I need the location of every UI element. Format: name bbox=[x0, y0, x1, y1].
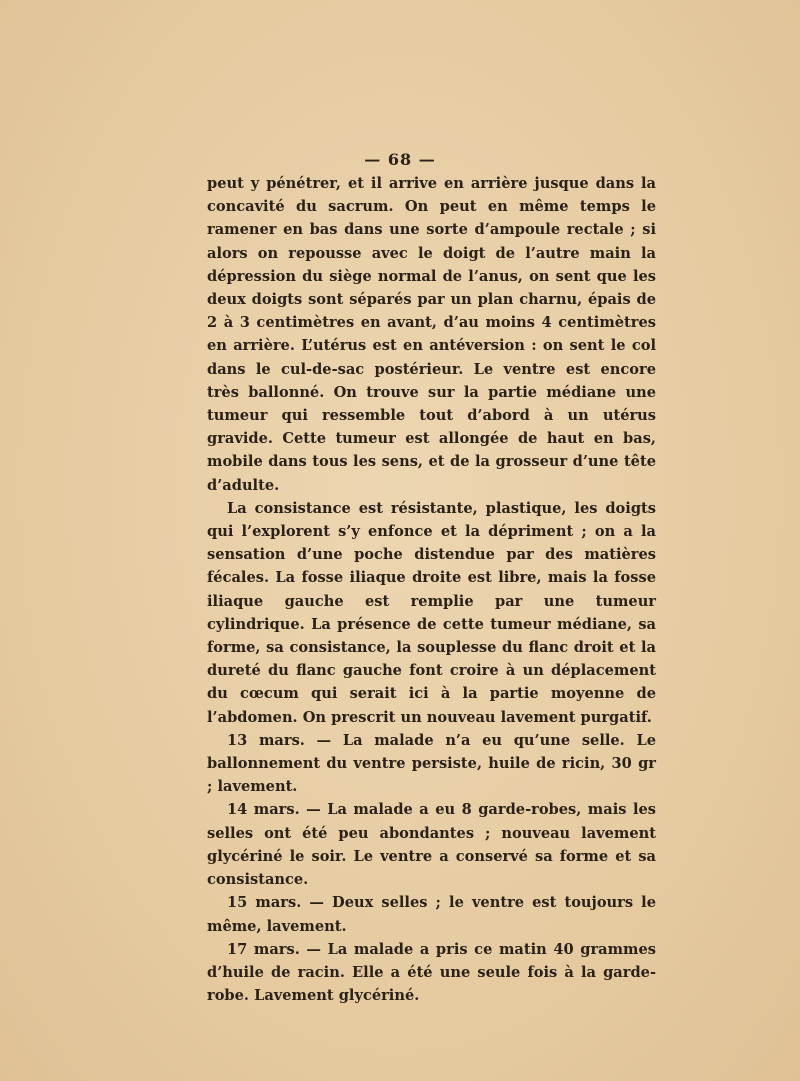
paragraph: peut y pénétrer, et il arrive en arrière jusque dans la concavité du sacrum. On peut en même temps le ramener en bas dans une sorte d’ampoule rectale ; si alors on repousse avec le doigt de l’autre main la dépression du siège normal de l’anus, on sent que les deux doigts sont séparés par un plan charnu, épais de 2 à 3 centimètres en avant, d’au moins 4 centimètres en arrière. L’utérus est en antéversion : on sent le col dans le cul-de-sac postérieur. Le ventre est encore très ballonné. On trouve sur la partie médiane une tumeur qui ressemble tout d’abord à un utérus gravide. Cette tumeur est allongée de haut en bas, mobile dans tous les sens, et de la grosseur d’une tête d’adulte. bbox=[207, 175, 656, 494]
paragraph: La consistance est résistante, plastique, les doigts qui l’explorent s’y enfonce et la dépriment ; on a la sensation d’une poche distendue par des matières fécales. La fosse iliaque droite est libre, mais la fosse iliaque gauche est remplie par une tumeur cylindrique. La présence de cette tumeur médiane, sa forme, sa consistance, la souplesse du flanc droit et la dureté du flanc gauche font croire à un déplacement du cœcum qui serait ici à la partie moyenne de l’abdomen. On prescrit un nouveau lavement purgatif. bbox=[207, 499, 656, 726]
body-text bbox=[207, 172, 656, 1007]
paragraph: 13 mars. — La malade n’a eu qu’une selle. Le ballonnement du ventre persiste, huile de ricin, 30 gr ; lavement. bbox=[207, 731, 656, 796]
paragraph: 14 mars. — La malade a eu 8 garde-robes, mais les selles ont été peu abondantes ; nouveau lavement glycériné le soir. Le ventre a conservé sa forme et sa consistance. bbox=[207, 801, 656, 889]
page-number: — 68 — bbox=[364, 150, 436, 169]
paragraph: 15 mars. — Deux selles ; le ventre est toujours le même, lavement. bbox=[207, 894, 656, 935]
paragraph: 17 mars. — La malade a pris ce matin 40 grammes d’huile de racin. Elle a été une seule fois à la garde-robe. Lavement glycériné. bbox=[207, 940, 656, 1005]
